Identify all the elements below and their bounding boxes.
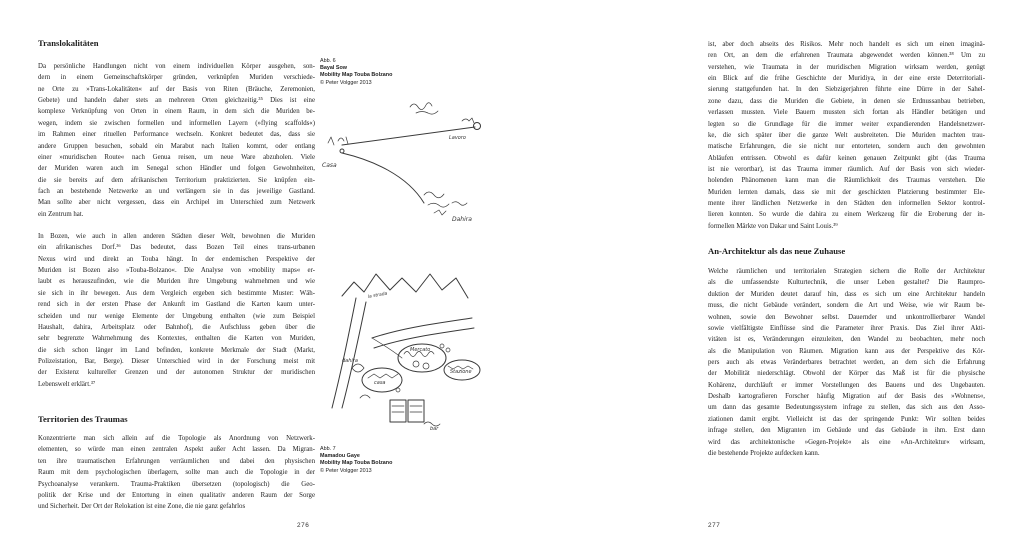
text-line: als die umfassendste Kulturtechnik, die unser Leben gestaltet? Die Raumpro-: [708, 279, 985, 287]
text-line: ist, aber doch abseits des Risikos. Mehr noch handelt es sich um einen imaginä-: [708, 41, 985, 48]
text-line: ne Orte zu »Trans-Lokalitäten« auf der Basis von Riten (Bräuche, Zeremonien,: [38, 85, 315, 93]
text-line: ziationen damit ergibt. Vielleicht ist das der springende Punkt: Wir sollten beides: [708, 415, 985, 423]
text-line: fach an bestehende Netzwerke an und verlängern sie in das jeweilige Gastland.: [38, 187, 315, 195]
text-line: wird das architektonische »Gegen-Projekt« als eine »An-Architektur« wirksam,: [708, 438, 985, 446]
text-line: Da persönliche Handlungen nicht von einem individuellen Körper ausgehen, son-: [38, 63, 315, 70]
text-line: sierung stattgefunden hat. In den Siebzigerjahren führte eine Dürre in der Sahel-: [708, 86, 985, 94]
text-line: formellen Märkte von Dakar und Saint Louis.³⁹: [708, 222, 838, 230]
text-line: der Existenz kultureller Grenzen und der autonomen Struktur der muridischen: [38, 369, 315, 377]
page-number: 277: [708, 522, 721, 529]
text-line: muss, die nicht Gebäude verändert, sondern die Art und Weise, wie wir Raum be-: [708, 302, 985, 310]
section-heading-territorien-des-traumas: Territorien des Traumas: [38, 414, 128, 425]
figure-author: Mamadou Gaye: [320, 453, 360, 460]
text-line: ein Zentrum hat.: [38, 210, 84, 218]
text-line: ten ihre traumatischen Erfahrungen verräumlichen und dabei den physischen: [38, 457, 315, 465]
text-line: einer »muridischen Route« nach Genua reisen, um neue Ware abzuholen. Viele: [38, 153, 315, 161]
text-line: als die Manipulation von Räumen. Migration kann aus der Perspektive des Kör-: [708, 347, 985, 355]
text-line: pers auch als etwas Veränderbares betrachtet werden, an dem sich die Erfahrung: [708, 358, 985, 366]
main-text-column: [708, 39, 985, 459]
page-number: 276: [297, 522, 310, 529]
sketch-label: bar: [430, 426, 439, 432]
paragraph: [708, 266, 985, 459]
text-line: und Sicherheit. Der Ort der Relokation ist eine Zone, die nie ganz gefahrlos: [38, 503, 246, 511]
text-line: verstehen, wie Traumata in der muridischen Migration wirksam werden, genügt: [708, 63, 985, 71]
sketch-label: Stazione: [450, 369, 472, 375]
text-line: sowie vielfältigste Einflüsse sind die Parameter ihrer Praxis. Das Ziel ihrer Akti-: [708, 324, 985, 332]
text-line: politik der Krise und der Entortung in einen qualitativ anderen Raum der Sorge: [38, 491, 315, 499]
figure-author: Bayal Sow: [320, 65, 347, 72]
sketch-label: Dahira: [452, 216, 472, 223]
text-line: um dann das gesamte Bedeutungssystem infrage zu stellen, das sich aus den Asso-: [708, 404, 985, 412]
text-line: rend sich in der ersten Phase der Ankunft im Gastland die Karten kaum unter-: [38, 301, 315, 309]
text-line: im Rahmen einer rituellen Performance wechseln. Konkret bedeutet das, dass sie: [38, 131, 315, 139]
text-line: Man sollte aber nicht vergessen, dass ein Archipel im Unterschied zum Netzwerk: [38, 199, 315, 207]
text-line: Muriden lernten damals, dass sie mit der geschickten Platzierung bestimmter Ele-: [708, 188, 985, 196]
text-line: zone dazu, dass die Muriden die Gebiete, in denen sie Erdnussanbau betrieben,: [708, 97, 985, 105]
text-line: Deshalb kartografieren Forscher häufig Migration auf der Basis des »Wohnens«,: [708, 393, 985, 401]
text-line: legten so die Grundlage für die immer weiter expandierenden Handelsnetzwer-: [708, 120, 985, 128]
sketch-label: la strada: [367, 291, 388, 300]
sketch-label: Mercato: [410, 347, 431, 353]
sketch-label: casa: [374, 380, 386, 386]
figure-7-caption: [320, 446, 410, 475]
text-line: ein Blick auf die frühe Geschichte der Muridiya, in der eine erste Deterritoriali-: [708, 75, 985, 83]
text-line: Haushalt, dahira, Arbeitsplatz oder Bahnhof), die Aufschluss geben über die: [38, 323, 315, 331]
figure-credit: © Peter Volgger 2013: [320, 467, 372, 474]
figure-title: Mobility Map Touba Bolzano: [320, 460, 393, 467]
text-line: Nexus wird und direkt an Touba hängt. In der endemischen Perspektive der: [38, 255, 315, 263]
section-heading-an-architektur: An-Architektur als das neue Zuhause: [708, 246, 846, 257]
text-line: wohnen, sowie den Bewohner selbst. Dauernder und unkontrollierbarer Wandel: [708, 313, 985, 321]
paragraph: [38, 231, 315, 390]
text-line: Konzentrierte man sich allein auf die Topologie als Anordnung von Netzwerk-: [38, 435, 315, 443]
figure-6-mobility-map-sketch: [312, 95, 494, 235]
text-line: andere Gruppen besuchen, sobald ein Marabut nach Italien kommt, oder entlang: [38, 142, 315, 150]
text-line: sie sich in ihr bewegen. Aus dem Vergleich ergeben sich bestimmte Muster: Wäh-: [38, 289, 315, 297]
text-line: Lebenswelt erklärt.³⁷: [38, 380, 96, 388]
sketch-label: dahira: [342, 358, 358, 364]
figure-number: Abb. 7: [320, 446, 336, 452]
text-line: Abläufen entrissen. Obwohl es dafür keinen genauen Zeitpunkt gibt (das Trauma: [708, 154, 985, 162]
text-line: scheiden und nur wenige Elemente der Umgebung enthalten (wie zum Beispiel: [38, 312, 315, 320]
text-line: matische Erfahrungen, die sie nicht nur entorteten, sondern auch den gewohnten: [708, 143, 985, 151]
text-line: die sie bereits auf dem afrikanischen Territorium praktizierten. Sie knüpfen ein-: [38, 176, 315, 184]
paragraph: [38, 61, 315, 220]
text-line: ren Ort, an dem die erfahrenen Traumata abgewendet werden können.³⁸ Um zu: [708, 52, 985, 60]
text-line: komplexe Verknüpfung von Orten in einem Raum, in dem sich die Muriden be-: [38, 108, 315, 116]
text-line: Polizeistation, Bar, Berge). Dieser Unterschied wird in der Forschung meist mit: [38, 357, 315, 365]
figure-6-caption: [320, 58, 410, 87]
text-line: Welche räumlichen und territorialen Strategien sichern die Rolle der Architektur: [708, 268, 985, 276]
text-line: Muriden ist Bozen also »Touba-Bolzano«. Die Analyse von »mobility maps« er-: [38, 267, 315, 275]
text-line: laubt es herauszufinden, wie die Muriden ihre Umgebung wahrnehmen und wie: [38, 278, 315, 286]
text-line: In Bozen, wie auch in allen anderen Städten dieser Welt, bewohnen die Muriden: [38, 233, 315, 241]
text-line: wegen, indem sie zwischen formellen und informellen Layern (»flying scaffolds«): [38, 119, 315, 127]
figure-credit: © Peter Volgger 2013: [320, 79, 372, 86]
paragraph: [38, 433, 315, 513]
text-line: die sich schon länger im Land befinden, konkrete Merkmale der Stadt (Markt,: [38, 346, 315, 354]
text-line: infrage stellen, den Migranten im Gebäude und das Gebäude in ihm. Erst dann: [708, 427, 985, 435]
paragraph: [708, 39, 985, 232]
text-line: dern in einem Gemeinschaftskörper gründen, verknüpfen Muriden verschiede-: [38, 74, 315, 82]
text-line: ein afrikanisches Dorf.³⁶ Das bedeutet, dass Bozen Teil eines trans-urbanen: [38, 244, 315, 252]
text-line: Psychoanalyse verankern. Trauma-Praktiken übersetzen (topologisch) die Geo-: [38, 480, 315, 488]
text-line: Raum mit dem psychologischen überlagern, sollte man auch die Topologie in der: [38, 469, 315, 477]
sketch-label: Lavoro: [449, 135, 466, 141]
text-line: lieren konnten. So wurde die dahira zu einem Werkzeug für die Eroberung der in-: [708, 211, 985, 219]
figure-7-mobility-map-sketch: [312, 258, 494, 434]
text-line: ke, die sich später über die ganze Welt ausbreiteten. Die Muriden machten trau-: [708, 131, 985, 139]
text-line: der Mobilität niederschlägt. Obwohl der Körper das Maß ist für die physische: [708, 370, 985, 378]
text-line: die bestehende Projekte aufdecken kann.: [708, 449, 820, 457]
figure-title: Mobility Map Touba Bolzano: [320, 72, 393, 79]
text-line: holenden Phänomenen kann man die Räumlichkeit des Traumas verstehen. Die: [708, 177, 985, 185]
text-line: Gebete) und handeln daher stets an mehreren Orten gleichzeitig.³⁵ Dies ist eine: [38, 97, 315, 105]
text-line: sehr begrenzte Wahrnehmung des Kontextes, enthalten die Karten von Muriden,: [38, 335, 315, 343]
text-line: mente ihrer ländlichen Netzwerke in den Städten den informellen Sektor kontrol-: [708, 200, 985, 208]
text-line: duktion der Muriden deutet darauf hin, dass es sich um eine Architektur handeln: [708, 290, 985, 298]
figure-number: Abb. 6: [320, 58, 336, 64]
text-line: elementen, so würde man einen zentralen Aspekt außer Acht lassen. Da Migran-: [38, 446, 315, 454]
text-line: verlassen mussten. Viele Bauern mussten sich fortan als Händler betätigen und: [708, 109, 985, 117]
section-heading-translokalitaeten: Translokalitäten: [38, 38, 99, 48]
main-text-column: [38, 38, 315, 513]
text-line: Kohärenz, durchläuft er immer Vorstellungen des Bauens und des Ungebauten.: [708, 381, 985, 389]
text-line: ist nie verortbar), ist das Trauma immer räumlich. Auf der Basis von sich wieder-: [708, 165, 985, 173]
text-line: der Muriden waren auch im Senegal schon Händler und folgen Gewohnheiten,: [38, 165, 315, 173]
sketch-label: Casa: [322, 162, 337, 169]
right-page: [510, 0, 1020, 559]
text-line: vitäten ist es, Veränderungen einzuleiten, den Wandel zu beobachten, mehr noch: [708, 336, 985, 344]
